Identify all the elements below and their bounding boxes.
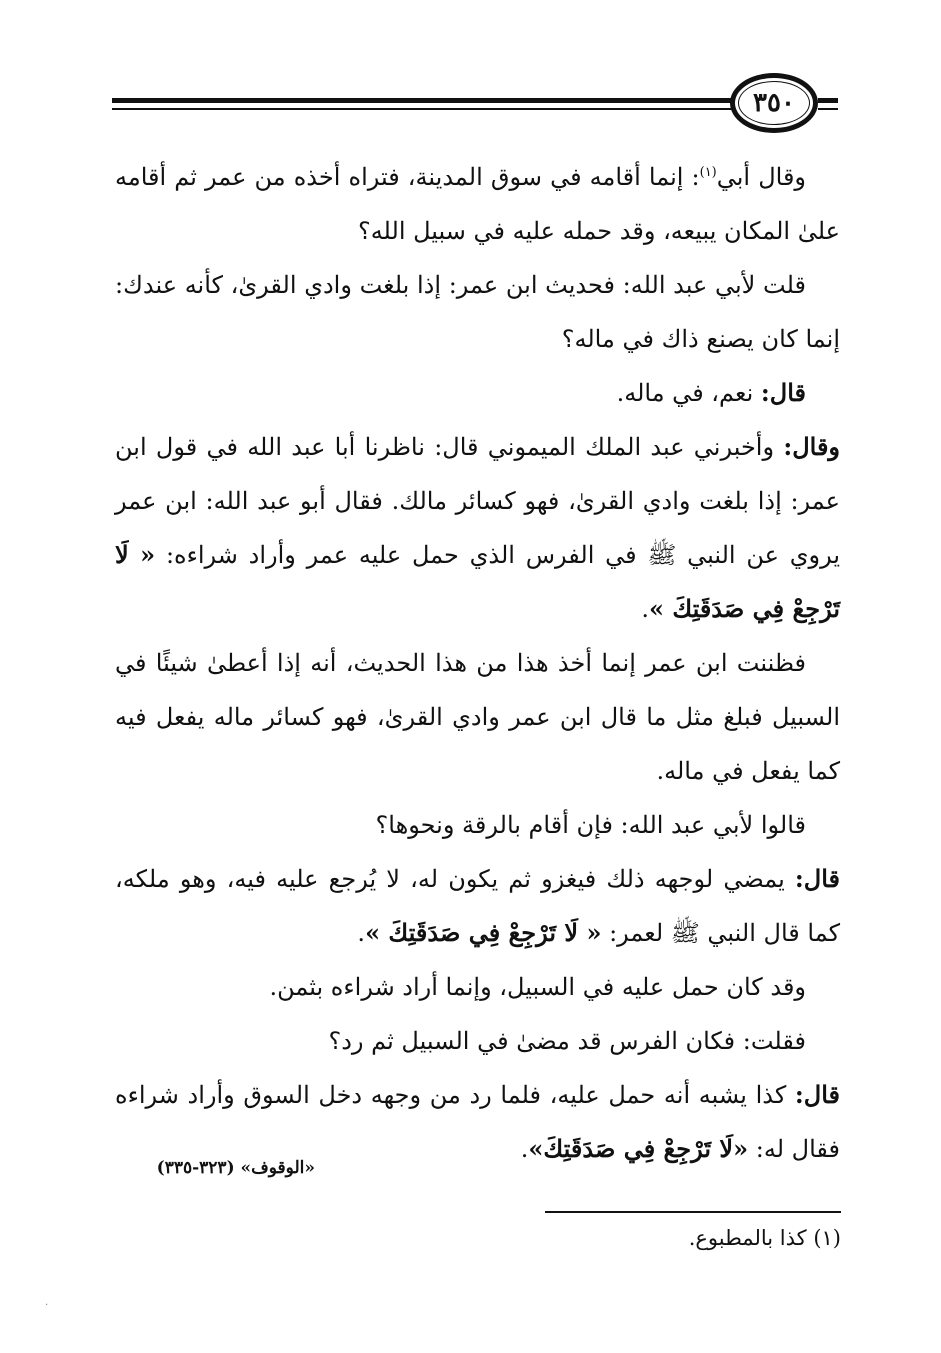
paragraph-text: كذا يشبه أنه حمل عليه، فلما رد من وجهه دخل السوق وأراد شراءه فقال له:: [115, 1081, 840, 1163]
paragraph-text: يمضي لوجهه ذلك فيغزو ثم يكون له، لا يُرجع عليه فيه، وهو ملكه، كما قال النبي ﷺ لعمر:: [115, 865, 840, 947]
header-rule-thick: [112, 98, 732, 103]
paragraph-1: [115, 150, 840, 258]
scan-speck: ·: [45, 1300, 49, 1311]
page-number: ٣٥٠: [738, 81, 810, 125]
paragraph-text: .: [357, 919, 366, 947]
paragraph-8: [115, 960, 840, 1014]
paragraph-7: [115, 852, 840, 960]
page-header: [0, 0, 941, 140]
footnote-text: كذا بالمطبوع.: [688, 1226, 807, 1250]
paragraph-6: [115, 798, 840, 852]
header-rule-end-thick: [818, 98, 838, 103]
speaker-label: قال:: [794, 1080, 841, 1109]
footnote: [545, 1226, 841, 1250]
page-number-badge: [730, 73, 818, 133]
footnote-number: (١): [813, 1226, 841, 1250]
paragraph-9: [115, 1014, 840, 1068]
main-text: [115, 150, 840, 1176]
paragraph-text: وقال أبي: [716, 163, 806, 191]
paragraph-text: وأخبرني عبد الملك الميموني قال: ناظرنا أبا عبد الله في قول ابن عمر: إذا بلغت وادي القرىٰ، فهو كسائر مالك. فقال أبو عبد الله: ابن عمر يروي عن النبي ﷺ في الفرس الذي حمل عليه عمر وأراد شراءه:: [115, 433, 841, 569]
paragraph-3: [115, 366, 840, 420]
speaker-label: قال:: [794, 864, 840, 893]
header-rule-end-thin: [818, 108, 838, 110]
paragraph-text: وقد كان حمل عليه في السبيل، وإنما أراد شراءه بثمن.: [269, 973, 806, 1001]
footnote-reference: (١): [699, 165, 717, 180]
paragraph-text: : إنما أقامه في سوق المدينة، فتراه أخذه من عمر ثم أقامه علىٰ المكان يبيعه، وقد حمله عليه في سبيل الله؟: [115, 163, 840, 245]
paragraph-text: .: [641, 595, 649, 623]
paragraph-text: نعم، في ماله.: [616, 379, 761, 407]
hadith-quote: «لَا تَرْجِعْ فِي صَدَقَتِكَ»: [528, 1134, 749, 1163]
paragraph-text: فظننت ابن عمر إنما أخذ هذا من هذا الحديث، أنه إذا أعطىٰ شيئًا في السبيل فبلغ مثل ما قال ابن عمر وادي القرىٰ، فهو كسائر ماله يفعل فيه كما يفعل في ماله.: [115, 649, 840, 785]
source-reference: «الوقوف» (٣٢٣-٣٣٥): [156, 1158, 315, 1178]
hadith-quote: « لَا تَرْجِعْ فِي صَدَقَتِكَ »: [115, 540, 840, 623]
paragraph-2: [115, 258, 840, 366]
paragraph-text: قلت لأبي عبد الله: فحديث ابن عمر: إذا بلغت وادي القرىٰ، كأنه عندك: إنما كان يصنع ذاك في ماله؟: [115, 271, 840, 353]
paragraph-4: [115, 420, 840, 636]
hadith-quote: « لَا تَرْجِعْ فِي صَدَقَتِكَ »: [365, 918, 602, 947]
footnote-divider: [545, 1211, 841, 1213]
speaker-label: وقال:: [783, 432, 840, 461]
paragraph-text: فقلت: فكان الفرس قد مضىٰ في السبيل ثم رد؟: [328, 1027, 806, 1055]
speaker-label: قال:: [760, 378, 806, 407]
paragraph-text: .: [520, 1135, 529, 1163]
paragraph-text: قالوا لأبي عبد الله: فإن أقام بالرقة ونحوها؟: [375, 811, 806, 839]
paragraph-5: [115, 636, 840, 798]
header-rule-thin: [112, 108, 732, 110]
